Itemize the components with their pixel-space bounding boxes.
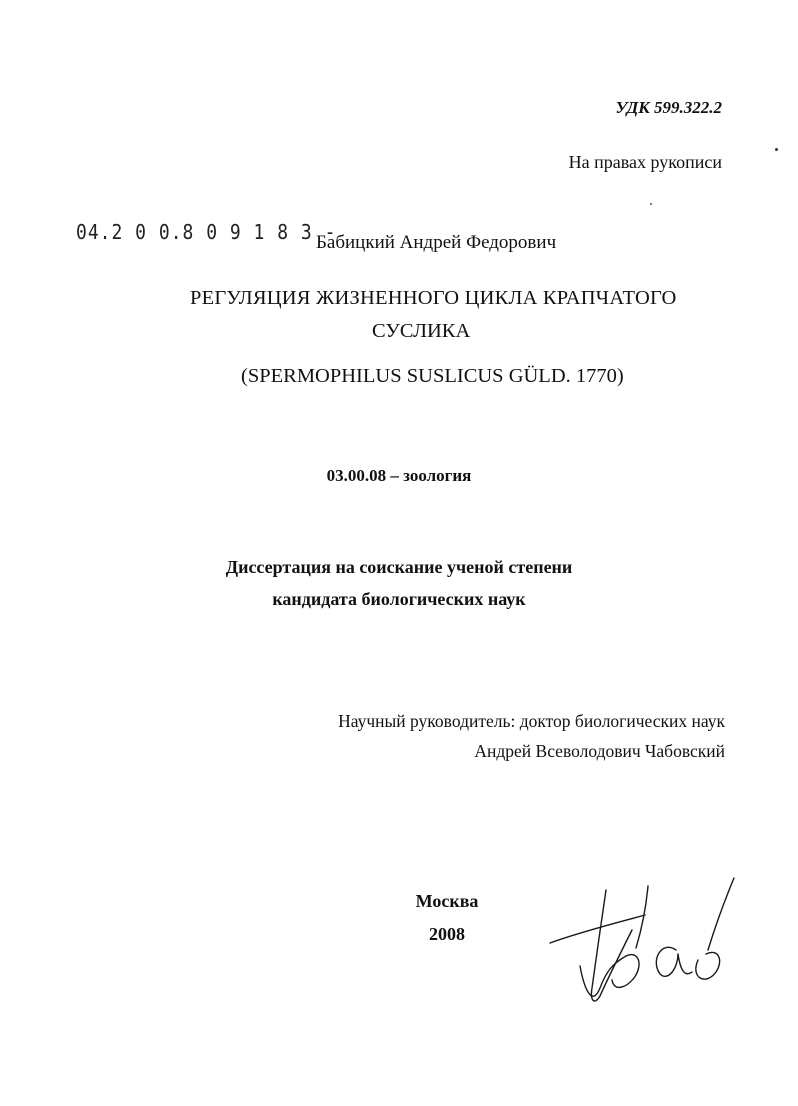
year: 2008	[429, 924, 465, 944]
rights-notice: На правах рукописи	[568, 152, 722, 172]
title-line-2: СУСЛИКА	[372, 320, 471, 342]
title-latin-name: (SPERMOPHILUS SUSLICUS GÜLD. 1770)	[241, 365, 624, 387]
specialty-code: 03.00.08 – зоология	[326, 466, 472, 485]
dissertation-type-line-1: Диссертация на соискание ученой степени	[225, 557, 573, 577]
udk-code: УДК 599.322.2	[615, 98, 722, 117]
city: Москва	[415, 891, 479, 911]
scan-speck	[650, 203, 652, 205]
archive-stamp: 04.2 0 0.8 0 9 1 8 3 -	[76, 220, 337, 245]
title-line-1: РЕГУЛЯЦИЯ ЖИЗНЕННОГО ЦИКЛА КРАПЧАТОГО	[190, 287, 677, 309]
supervisor-line-2: Андрей Всеволодович Чабовский	[474, 741, 725, 761]
author-name: Бабицкий Андрей Федорович	[316, 232, 557, 253]
handwritten-signature	[540, 868, 740, 1018]
scan-speck	[775, 148, 778, 151]
dissertation-type-line-2: кандидата биологических наук	[272, 589, 526, 609]
supervisor-line-1: Научный руководитель: доктор биологических наук	[338, 711, 725, 731]
